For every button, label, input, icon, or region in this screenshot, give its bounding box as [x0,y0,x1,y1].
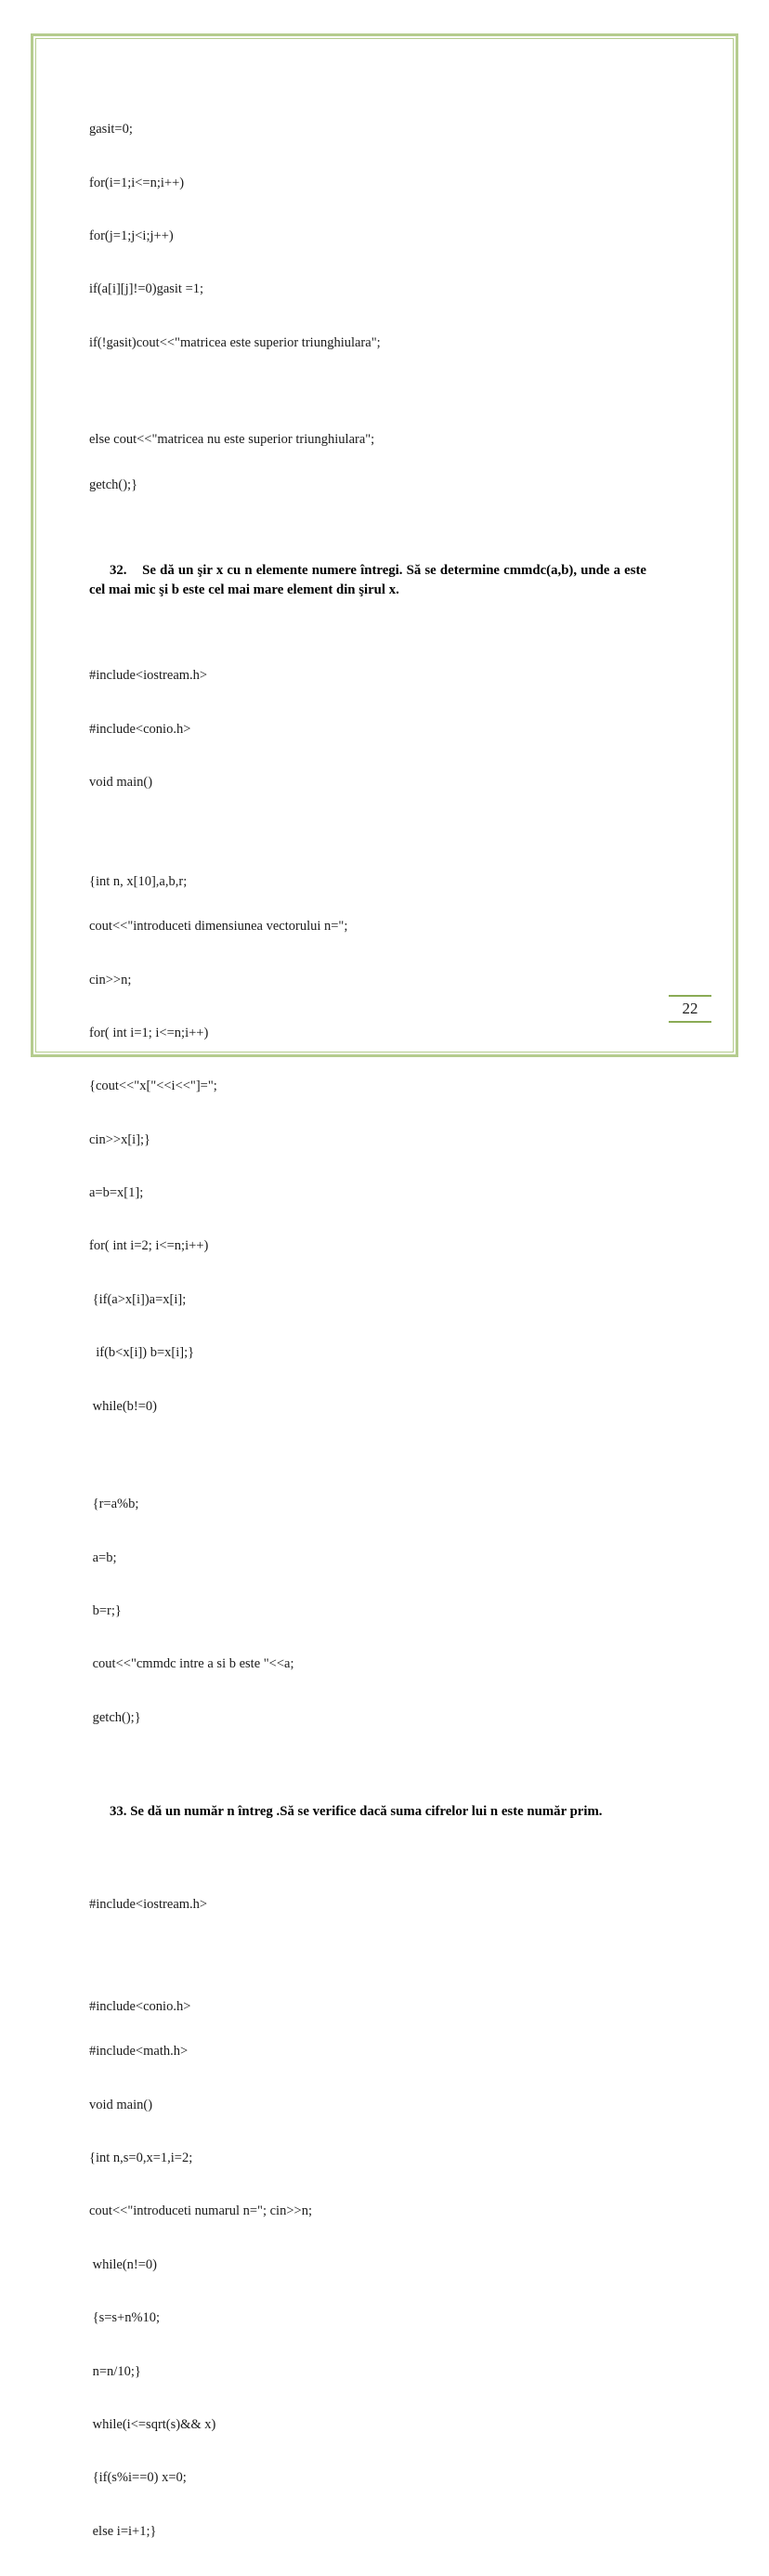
code-line: {int n, x[10],a,b,r; [89,873,188,889]
code-line: getch();} [89,477,138,492]
problem-text: Se dă un şir x cu n elemente numere întregi. Să se determine cmmdc(a,b), unde a este cel mai mic şi b este cel mai mare element din şirul x. [89,563,647,598]
page-content [89,85,646,2576]
problem-number: 32. [110,563,127,579]
code-block-2-header [89,632,646,827]
code-line: cin>>x[i];} [89,1131,150,1147]
code-line: {if(s%i==0) x=0; [89,2470,187,2486]
code-line: while(n!=0) [89,2256,158,2272]
code-block-2-tail [89,1460,646,1762]
code-line: cout<<"introduceti numarul n="; cin>>n; [89,2203,312,2219]
code-line: void main() [89,775,153,791]
page-number: 22 [682,1000,698,1017]
code-line: else cout<<"matricea nu este superior triunghiulara"; [89,432,375,448]
code-line: #include<conio.h> [89,721,191,737]
code-line: #include<iostream.h> [89,668,208,684]
code-line: while(b!=0) [89,1398,158,1414]
code-line: if(a[i][j]!=0)gasit =1; [89,281,204,297]
code-block-1 [89,85,646,530]
code-line: else i=i+1;} [89,2523,157,2539]
code-line: {if(a>x[i])a=x[i]; [89,1291,187,1307]
page-number-block [669,995,711,1023]
code-line: a=b; [89,1550,117,1565]
code-line: gasit=0; [89,122,133,137]
code-line: #include<conio.h> [89,1998,191,2014]
code-block-2-body [89,838,646,1451]
code-line: #include<math.h> [89,2044,189,2059]
code-line: if(b<x[i]) b=x[i];} [89,1345,195,1361]
code-line: n=n/10;} [89,2363,141,2379]
code-line: cin>>n; [89,972,132,987]
code-line: getch();} [89,1709,141,1725]
problem-number: 33. [110,1804,127,1819]
code-line: for( int i=1; i<=n;i++) [89,1025,209,1040]
problem-statement-32 [89,561,646,600]
code-line: b=r;} [89,1602,122,1618]
code-line: {r=a%b; [89,1497,139,1512]
code-block-3-body [89,1963,646,2576]
code-line: for(j=1;j<i;j++) [89,229,174,243]
code-line: if(!gasit)cout<<"matricea este superior triunghiulara"; [89,334,381,350]
code-line: {cout<<"x["<<i<<"]="; [89,1079,217,1094]
code-block-3-header [89,1861,646,1950]
page-number-rule-bottom [669,1021,711,1023]
code-line: {int n,s=0,x=1,i=2; [89,2151,193,2165]
code-line: #include<iostream.h> [89,1897,208,1913]
problem-statement-33 [89,1802,646,1822]
code-line: cout<<"introduceti dimensiunea vectorului n="; [89,919,348,935]
problem-text: Se dă un număr n întreg .Să se verifice dacă suma cifrelor lui n este număr prim. [130,1804,603,1819]
code-line: for( int i=2; i<=n;i++) [89,1238,209,1254]
code-line: void main() [89,2097,153,2112]
code-line: a=b=x[1]; [89,1185,144,1200]
code-line: for(i=1;i<=n;i++) [89,175,185,190]
code-line: {s=s+n%10; [89,2310,161,2326]
code-line: cout<<"cmmdc intre a si b este "<<a; [89,1656,294,1672]
code-line: while(i<=sqrt(s)&& x) [89,2416,216,2432]
